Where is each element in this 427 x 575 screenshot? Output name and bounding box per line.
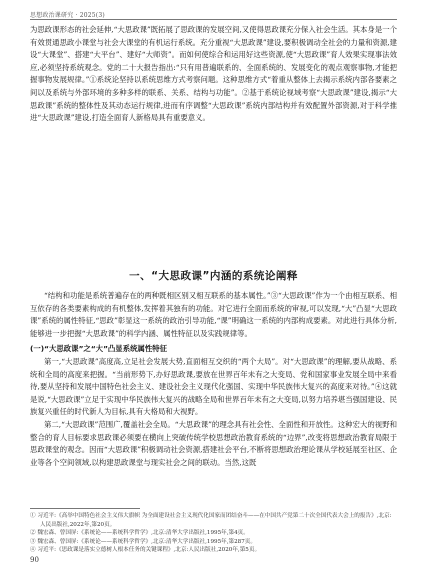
section-body: [30, 290, 397, 469]
footnotes: [30, 512, 397, 555]
journal-header: 思想政治课研究 · 2025(3): [30, 12, 105, 19]
header-rule: [30, 19, 397, 20]
paragraph: “结构和功能是系统普遍存在的两种既相区别又相互联系的基本属性。”③“大思政课”作为一个由相互联系、相互依存的各类要素构成的有机整体,发挥着其独有的功能。对它进行全面而系统的审视,可以发现,“大”凸显“大思政课”系统的属性特征,“思政”彰显这一系统的政治引导功能,“课”明确这一系统的内部构成要素。对此进行具体分析,能够进一步把握“大思政课”的科学内涵、属性特征以及实践规律等。: [30, 291, 397, 338]
footnote: ④ 习近平:《思政课是落实立德树人根本任务的关键课程》,北京:人民出版社,2020年,第5页。: [30, 547, 261, 554]
paragraph: 为思政课形态的社会延伸,“大思政课”既拓展了思政课的发展空间,又使得思政课充分保入社会生活。其本身是一个有效贯通思政小课堂与社会大课堂的有机运行系统。充分重视“大思政课”建设,要积极调动全社会的力量和资源,建设“大课堂”、搭建“大平台”、建好“大师资”。而如何使综合和运用好这些资源,使“大思政课”育人效果实现事法效应,必须坚持系统观念。党的二十大报告指出:“只有用普遍联系的、全面系统的、发展变化的观点观察事物,才能把握事物发展规律。”①系统论坚持以系统思维方式考察问题。这种思维方式“着重从整体上去揭示系统内部各要素之间以及系统与外部环境的多种多样的联系、关系、结构与功能”。②基于系统论视域考察“大思政课”建设,揭示“大思政课”系统的整体性及其动态运行规律,进而有序调整“大思政课”系统内部结构并有效配置外部资源,对于科学推进“大思政课”建设,打造全面育人新格局具有重要意义。: [30, 25, 398, 123]
footnote: ③ 魏宏森、曾国屏:《系统论——系统科学哲学》,北京:清华大学出版社,1995年,第287页。: [30, 538, 256, 545]
footnote-rule: [30, 508, 140, 509]
footnote: ② 魏宏森、曾国屏:《系统论——系统科学哲学》,北京:清华大学出版社,1995年,第4页。: [30, 530, 249, 537]
paragraph: 第一,“大思政课”高度高,立足社会发展大势,直面相互交织的“两个大局”。对“大思政课”的理解,要从战略、系统和全局的高度来把握。“当前形势下,办好思政课,要放在世界百年未有之大变局、党和国家事业发展全局中来看待,要从坚持和发展中国特色社会主义、建设社会主义现代化强国、实现中华民族伟大复兴的高度来对待。”④这就是说,“大思政课”立足于实现中华民族伟大复兴的战略全局和世界百年未有之大变局,以努力培养堪当强国建设、民族复兴重任的时代新人为目标,具有大格局和大视野。: [30, 356, 398, 417]
footnote: ① 习近平:《高举中国特色社会主义伟大旗帜 为全面建设社会主义现代化国家而团结奋斗——在中国共产党第二十次全国代表大会上的报告》,北京:人民出版社,2022年,第20页。: [30, 513, 392, 528]
intro-text: [30, 24, 397, 125]
subsection-heading: (一)“大思政课”之“大”凸显系统属性特征: [30, 344, 168, 354]
page-number: 90: [30, 556, 39, 564]
section-heading: 一、“大思政课”内涵的系统论阐释: [129, 270, 298, 282]
paragraph: 第二,“大思政课”范围广,覆盖社会全局。“大思政课”的理念具有社会性、全面性和开放性。这种宏大的视野和整合的育人目标要求思政课必须要在横向上突破传统学校思想政治教育系统的“边界”,改变将思想政治教育局限于思政课堂的观念。因而“大思政课”积极调动社会资源,搭建社会平台,不断将思想政治理论课从学校延展至社区、企业等各个空间领域,以构建思政课堂与现实社会之间的联动。当然,这既: [30, 419, 398, 467]
